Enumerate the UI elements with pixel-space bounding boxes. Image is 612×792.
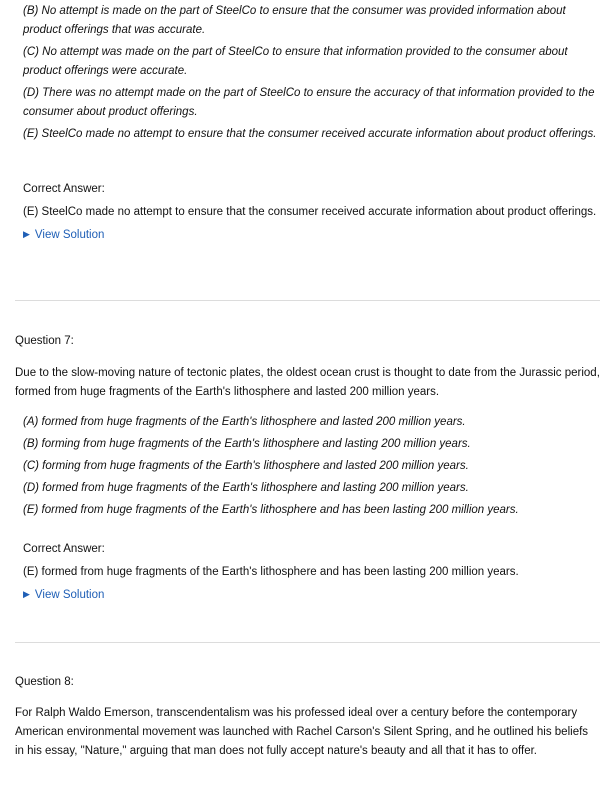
q6-correct-answer: (E) SteelCo made no attempt to ensure that the consumer received accurate information about product offerings. xyxy=(23,206,597,218)
q6-view-solution-link[interactable] xyxy=(23,226,104,245)
divider xyxy=(15,642,600,643)
q7-option-b[interactable]: (B) forming from huge fragments of the Earth's lithosphere and lasting 200 million years. xyxy=(23,438,471,450)
q7-title: Question 7: xyxy=(15,335,74,347)
q6-view-solution-label: View Solution xyxy=(34,229,105,241)
q6-option-d[interactable]: (D) There was no attempt made on the part of SteelCo to ensure the accuracy of that information provided to the consumer about product offerings. xyxy=(23,87,595,118)
q7-option-c[interactable]: (C) forming from huge fragments of the Earth's lithosphere and lasted 200 million years. xyxy=(23,460,469,472)
q6-option-b[interactable]: (B) No attempt is made on the part of SteelCo to ensure that the consumer was provided information about product offerings that was accurate. xyxy=(23,5,566,36)
q8-title: Question 8: xyxy=(15,676,74,688)
q7-correct-label: Correct Answer: xyxy=(23,543,105,555)
q6-option-e[interactable]: (E) SteelCo made no attempt to ensure that the consumer received accurate information about product offerings. xyxy=(23,128,597,140)
q6-correct-label: Correct Answer: xyxy=(23,183,105,195)
q7-option-a[interactable]: (A) formed from huge fragments of the Earth's lithosphere and lasted 200 million years. xyxy=(23,416,466,428)
q6-options xyxy=(15,2,600,147)
q6-option-c[interactable]: (C) No attempt was made on the part of SteelCo to ensure that information provided to the consumer about product offerings were accurate. xyxy=(23,46,568,77)
q7-correct-answer: (E) formed from huge fragments of the Earth's lithosphere and has been lasting 200 million years. xyxy=(23,566,519,578)
q7-stem: Due to the slow-moving nature of tectonic plates, the oldest ocean crust is thought to date from the Jurassic period, formed from huge fragments of the Earth's lithosphere and lasted 200 million years. xyxy=(15,367,600,398)
q7-option-e[interactable]: (E) formed from huge fragments of the Earth's lithosphere and has been lasting 200 million years. xyxy=(23,504,519,516)
q7-option-d[interactable]: (D) formed from huge fragments of the Earth's lithosphere and lasting 200 million years. xyxy=(23,482,469,494)
q7-answer-section xyxy=(15,540,600,605)
play-triangle-icon: ▶ xyxy=(23,229,30,239)
q7-view-solution-label: View Solution xyxy=(34,589,105,601)
divider xyxy=(15,300,600,301)
q6-answer-section xyxy=(15,180,600,245)
q8-stem: For Ralph Waldo Emerson, transcendentalism was his professed ideal over a century before the contemporary American environmental movement was launched with Rachel Carson's Silent Spring, and he outlined his beliefs in his essay, "Nature," arguing that man does not fully accept nature's beauty and all that it has to offer. xyxy=(15,707,589,757)
play-triangle-icon: ▶ xyxy=(23,589,30,599)
q7-options xyxy=(15,413,600,523)
q7-view-solution-link[interactable] xyxy=(23,586,104,605)
